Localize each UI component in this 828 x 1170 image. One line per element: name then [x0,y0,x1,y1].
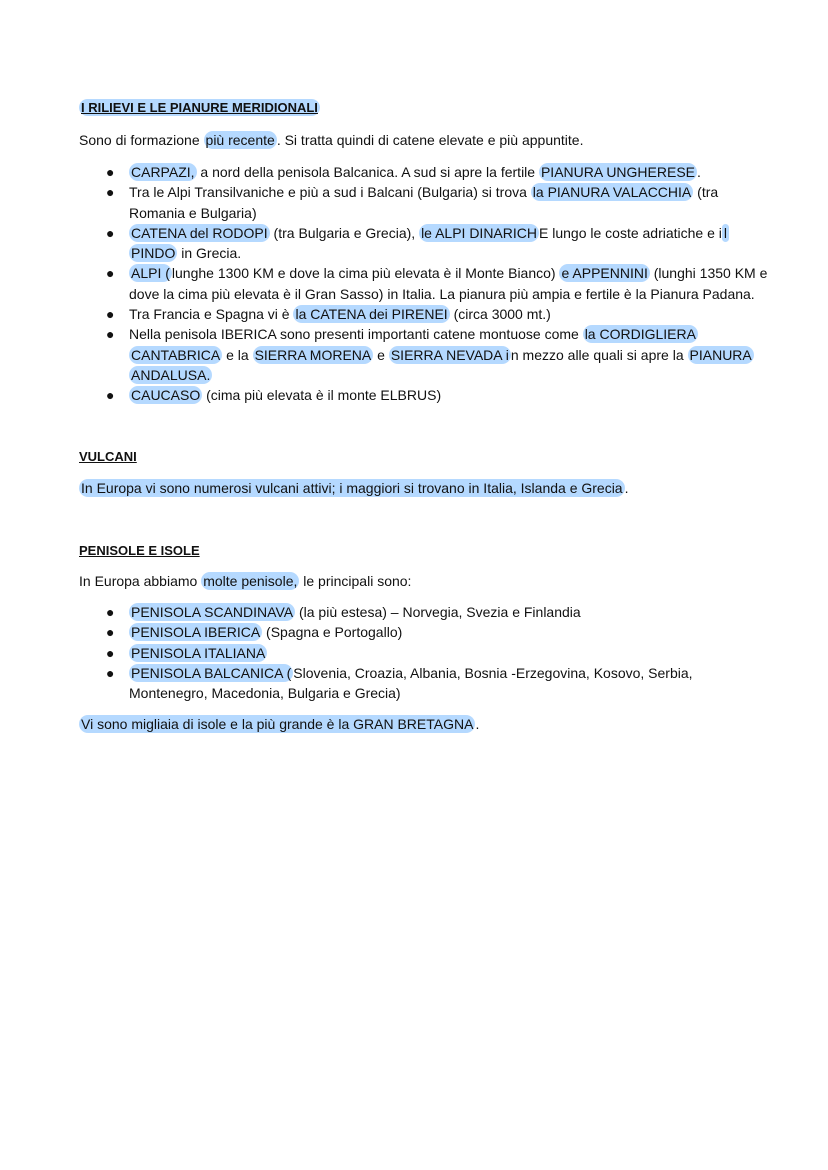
intro-paragraph: Sono di formazione più recente . Si tratta quindi di catene elevate e più appuntite. [79,132,584,148]
bullet-icon: ● [106,624,115,641]
list-item: ● ALPI ( lunghe 1300 KM e dove la cima più elevata è il Monte Bianco) e APPENNINI (lunghi 1350 KM e dove la cima più elevata è il Gran Sasso) in Italia. La pianura più ampia e fertile è la Pianura Padana. [106,265,768,302]
list-item: ● PENISOLA SCANDINAVA (la più estesa) – Norvegia, Svezia e Finlandia [106,602,768,622]
list-item: ● CAUCASO (cima più elevata è il monte ELBRUS) [106,385,768,405]
penisole-list [106,602,768,703]
highlight: molte penisole, [203,573,298,589]
highlight: Vi sono migliaia di isole e la più grande è la GRAN BRETAGNA [81,716,474,732]
highlight: I RILIEVI E LE PIANURE MERIDIONALI [81,100,318,115]
vulcani-paragraph: In Europa vi sono numerosi vulcani attivi; i maggiori si trovano in Italia, Islanda e Grecia . [81,480,629,496]
section-title-vulcani: VULCANI [79,449,137,464]
highlight: In Europa vi sono numerosi vulcani attivi; i maggiori si trovano in Italia, Islanda e Grecia [81,480,623,496]
rilievi-list [106,162,768,406]
bullet-icon: ● [106,326,115,343]
bullet-icon: ● [106,387,115,404]
bullet-icon: ● [106,164,115,180]
bullet-icon: ● [106,306,115,323]
list-item: ● Nella penisola IBERICA sono presenti importanti catene montuose come la CORDIGLIERA CANTABRICA e la SIERRA MORENA e SIERRA NEVADA i n mezzo alle quali si apre la PIANURA ANDALUSA. [106,326,752,383]
highlight: più recente [205,132,275,148]
bullet-icon: ● [106,265,115,282]
section-title-penisole: PENISOLE E ISOLE [79,543,200,558]
list-item: ● Tra le Alpi Transilvaniche e più a sud i Balcani (Bulgaria) si trova la PIANURA VALACCHIA (tra Romania e Bulgaria) [106,184,719,221]
list-item: ● PENISOLA BALCANICA ( Slovenia, Croazia, Albania, Bosnia -Erzegovina, Kosovo, Serbia, Montenegro, Macedonia, Bulgaria e Grecia) [106,664,693,702]
list-item: ● PENISOLA ITALIANA [106,643,768,663]
list-item: ● CATENA del RODOPI (tra Bulgaria e Grecia), le ALPI DINARICH E lungo le coste adriatiche e i l PINDO in Grecia. [106,224,728,262]
closing-paragraph: Vi sono migliaia di isole e la più grande è la GRAN BRETAGNA . [81,716,480,732]
bullet-icon: ● [106,664,115,681]
bullet-icon: ● [106,184,115,201]
section-title-rilievi [79,98,320,118]
bullet-icon: ● [106,644,115,661]
penisole-intro: In Europa abbiamo molte penisole, le principali sono: [79,573,412,589]
list-item: ● PENISOLA IBERICA (Spagna e Portogallo) [106,622,768,642]
bullet-icon: ● [106,604,115,620]
list-item: ● CARPAZI, a nord della penisola Balcanica. A sud si apre la fertile PIANURA UNGHERESE . [106,162,768,182]
list-item: ● Tra Francia e Spagna vi è la CATENA dei PIRENEI (circa 3000 mt.) [106,304,768,324]
bullet-icon: ● [106,224,115,241]
